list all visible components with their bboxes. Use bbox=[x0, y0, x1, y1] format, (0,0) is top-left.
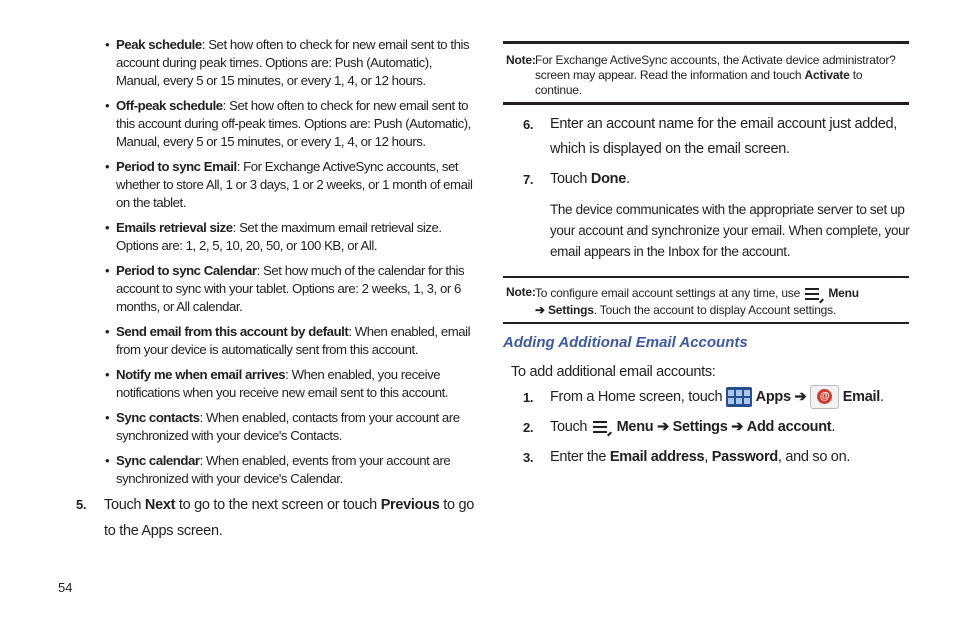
step-number: 7. bbox=[523, 172, 534, 187]
step-number: 2. bbox=[523, 420, 534, 435]
step-text: From a Home screen, touch bbox=[550, 389, 726, 405]
bullet-text: : When enabled, contacts from your account are synchronized with your device's Contacts. bbox=[116, 410, 460, 443]
settings-term: Settings bbox=[672, 419, 728, 435]
note-text: to continue. bbox=[535, 68, 863, 97]
bullet-term: Sync calendar bbox=[116, 453, 200, 468]
step-7-description: The device communicates with the appropriate server to set up your account and synchronize your email. When complete, your email appears in the Inbox for the account. bbox=[550, 202, 910, 259]
add-account-term: Add account bbox=[746, 419, 832, 435]
note-body bbox=[535, 53, 905, 98]
bullet-item bbox=[105, 323, 475, 359]
done-term: Done bbox=[590, 171, 626, 187]
step-text: , bbox=[704, 449, 712, 465]
bullet-glyph: • bbox=[105, 410, 110, 425]
step-text: . bbox=[831, 419, 836, 435]
note-label: Note: bbox=[506, 53, 536, 67]
bullet-text: : Set the maximum email retrieval size. Options are: 1, 2, 5, 10, 20, 50, or 100 KB, or All. bbox=[116, 220, 442, 253]
step-5 bbox=[76, 492, 476, 544]
step-6 bbox=[523, 112, 913, 162]
step-text: . bbox=[879, 389, 884, 405]
bullet-text: : When enabled, you receive notifications when you receive new email sent to this account. bbox=[116, 367, 449, 400]
step-text: to go to the next screen or touch bbox=[175, 497, 381, 513]
bullet-glyph: • bbox=[105, 324, 110, 339]
settings-bullet-list bbox=[105, 36, 475, 495]
apps-grid-icon bbox=[726, 387, 752, 407]
bullet-term: Send email from this account by default bbox=[116, 324, 349, 339]
step-text: Enter an account name for the email account just added, which is displayed on the email screen. bbox=[550, 116, 898, 157]
sub-step-3 bbox=[523, 445, 913, 470]
menu-icon bbox=[803, 285, 825, 303]
bullet-item bbox=[105, 219, 475, 255]
apps-term: Apps bbox=[755, 389, 791, 405]
bullet-item bbox=[105, 366, 475, 402]
step-text: Touch bbox=[104, 497, 145, 513]
arrow-glyph: ➔ bbox=[535, 303, 545, 317]
note-text: For Exchange ActiveSync accounts, the Activate device administrator? screen may appear. Read the information and touch bbox=[535, 53, 896, 82]
step-number: 5. bbox=[76, 497, 87, 512]
step-number: 1. bbox=[523, 390, 534, 405]
bullet-term: Period to sync Email bbox=[116, 159, 237, 174]
step-text: , and so on. bbox=[777, 449, 851, 465]
bullet-glyph: • bbox=[105, 37, 110, 52]
step-text: to go to the Apps screen. bbox=[104, 497, 475, 539]
step-text: Enter the bbox=[550, 449, 610, 465]
bullet-item bbox=[105, 36, 475, 90]
bullet-term: Period to sync Calendar bbox=[116, 263, 257, 278]
bullet-text: : When enabled, email from your device is automatically sent from this account. bbox=[116, 324, 471, 357]
note-text: To configure email account settings at any time, use bbox=[535, 286, 804, 301]
bullet-text: : When enabled, events from your account are synchronized with your device's Calendar. bbox=[116, 453, 451, 486]
bullet-glyph: • bbox=[105, 98, 110, 113]
bullet-item bbox=[105, 409, 475, 445]
bullet-glyph: • bbox=[105, 367, 110, 382]
bullet-text: : Set how often to check for new email sent to this account during off-peak times. Options are: Push (Automatic), Manual, every 5 or 15 minutes, or every 1, 4, or 12 hours. bbox=[116, 98, 471, 149]
email-address-term: Email address bbox=[609, 449, 705, 465]
section-intro: To add additional email accounts: bbox=[511, 364, 716, 380]
note-box-settings bbox=[503, 276, 909, 324]
password-term: Password bbox=[711, 449, 778, 465]
section-heading: Adding Additional Email Accounts bbox=[503, 334, 748, 351]
step-7 bbox=[523, 167, 913, 192]
menu-term: Menu bbox=[828, 286, 859, 301]
bullet-item bbox=[105, 262, 475, 316]
activate-term: Activate bbox=[804, 68, 850, 82]
step-text: Touch bbox=[550, 171, 591, 187]
step-text: . bbox=[625, 171, 630, 187]
bullet-term: Notify me when email arrives bbox=[116, 367, 286, 382]
arrow-glyph: ➔ bbox=[657, 419, 669, 435]
menu-term: Menu bbox=[616, 419, 654, 435]
sub-step-1 bbox=[523, 385, 913, 410]
email-term: Email bbox=[842, 389, 880, 405]
bullet-term: Off-peak schedule bbox=[116, 98, 223, 113]
sub-step-2 bbox=[523, 415, 913, 440]
step-number: 3. bbox=[523, 450, 534, 465]
step-number: 6. bbox=[523, 117, 534, 132]
email-app-icon: @ bbox=[810, 385, 839, 409]
menu-icon bbox=[591, 418, 613, 436]
bullet-glyph: • bbox=[105, 263, 110, 278]
page-number: 54 bbox=[58, 580, 73, 595]
bullet-text: : For Exchange ActiveSync accounts, set whether to store All, 1 or 3 days, 1 or 2 weeks, or 1 month of email on the tablet. bbox=[116, 159, 473, 210]
bullet-term: Emails retrieval size bbox=[116, 220, 233, 235]
arrow-glyph: ➔ bbox=[794, 389, 807, 405]
note-text: . Touch the account to display Account settings. bbox=[593, 303, 837, 317]
bullet-glyph: • bbox=[105, 159, 110, 174]
bullet-term: Sync contacts bbox=[116, 410, 200, 425]
next-term: Next bbox=[144, 497, 176, 513]
bullet-glyph: • bbox=[105, 453, 110, 468]
bullet-text: : Set how often to check for new email sent to this account during peak times. Options are: Push (Automatic), Manual, every 5 or 15 minutes, or every 1, 4, or 12 hours. bbox=[116, 37, 470, 88]
settings-term: Settings bbox=[548, 303, 594, 317]
bullet-term: Peak schedule bbox=[116, 37, 202, 52]
bullet-item bbox=[105, 97, 475, 151]
note-body bbox=[535, 285, 905, 318]
bullet-glyph: • bbox=[105, 220, 110, 235]
bullet-text: : Set how much of the calendar for this account to sync with your tablet. Options are: 2 weeks, 1, 3, or 6 months, or All calendar. bbox=[116, 263, 465, 314]
arrow-glyph: ➔ bbox=[731, 419, 744, 435]
note-label: Note: bbox=[506, 285, 536, 299]
step-text: Touch bbox=[550, 419, 591, 435]
bullet-item bbox=[105, 452, 475, 488]
note-box-activesync bbox=[503, 41, 909, 105]
previous-term: Previous bbox=[380, 497, 440, 513]
bullet-item bbox=[105, 158, 475, 212]
